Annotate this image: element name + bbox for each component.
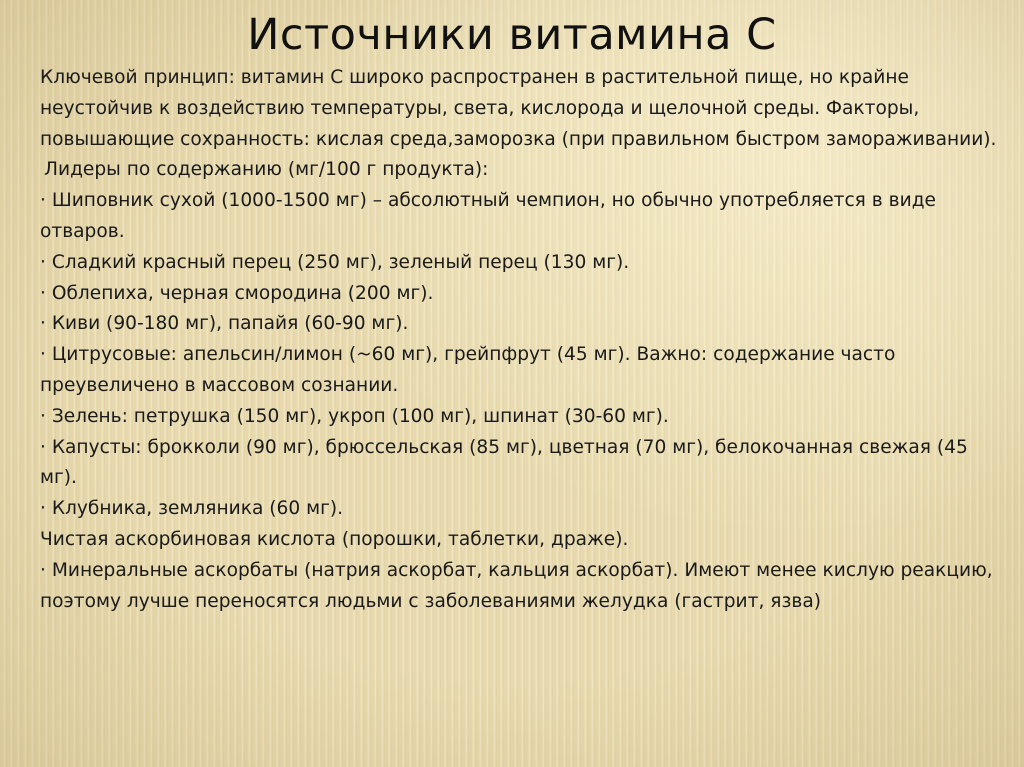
slide-body bbox=[40, 63, 1000, 617]
list-item: · Сладкий красный перец (250 мг), зеленый перец (130 мг). bbox=[40, 251, 630, 273]
slide-title: Источники витамина С bbox=[247, 10, 777, 60]
list-item: · Клубника, земляника (60 мг). bbox=[40, 498, 344, 520]
list-item: · Капусты: брокколи (90 мг), брюссельская (85 мг), цветная (70 мг), белокочанная свежая (45 мг). bbox=[40, 436, 968, 489]
list-item: · Шиповник сухой (1000-1500 мг) – абсолютный чемпион, но обычно употребляется в виде отваров. bbox=[40, 190, 936, 242]
list-item: · Цитрусовые: апельсин/лимон (~60 мг), грейпфрут (45 мг). Важно: содержание часто преувеличено в массовом сознании. bbox=[40, 344, 896, 396]
leaders-heading: Лидеры по содержанию (мг/100 г продукта): bbox=[44, 159, 489, 181]
list-item: · Облепиха, черная смородина (200 мг). bbox=[40, 282, 434, 304]
pure-ascorbic-acid-line: Чистая аскорбиновая кислота (порошки, таблетки, драже). bbox=[40, 528, 629, 550]
list-item: · Киви (90-180 мг), папайя (60-90 мг). bbox=[40, 313, 409, 335]
key-principle-paragraph: Ключевой принцип: витамин С широко распространен в растительной пище, но крайне неустойчив к воздействию температуры, света, кислорода и щелочной среды. Факторы, повышающие сохранность: кислая среда,заморозка (при правильном быстром замораживании). bbox=[40, 67, 997, 150]
list-item: · Зелень: петрушка (150 мг), укроп (100 мг), шпинат (30-60 мг). bbox=[40, 405, 669, 427]
list-item: · Минеральные аскорбаты (натрия аскорбат, кальция аскорбат). Имеют менее кислую реакцию, поэтому лучше переносятся людьми с заболеваниями желудка (гастрит, язва) bbox=[40, 559, 993, 612]
